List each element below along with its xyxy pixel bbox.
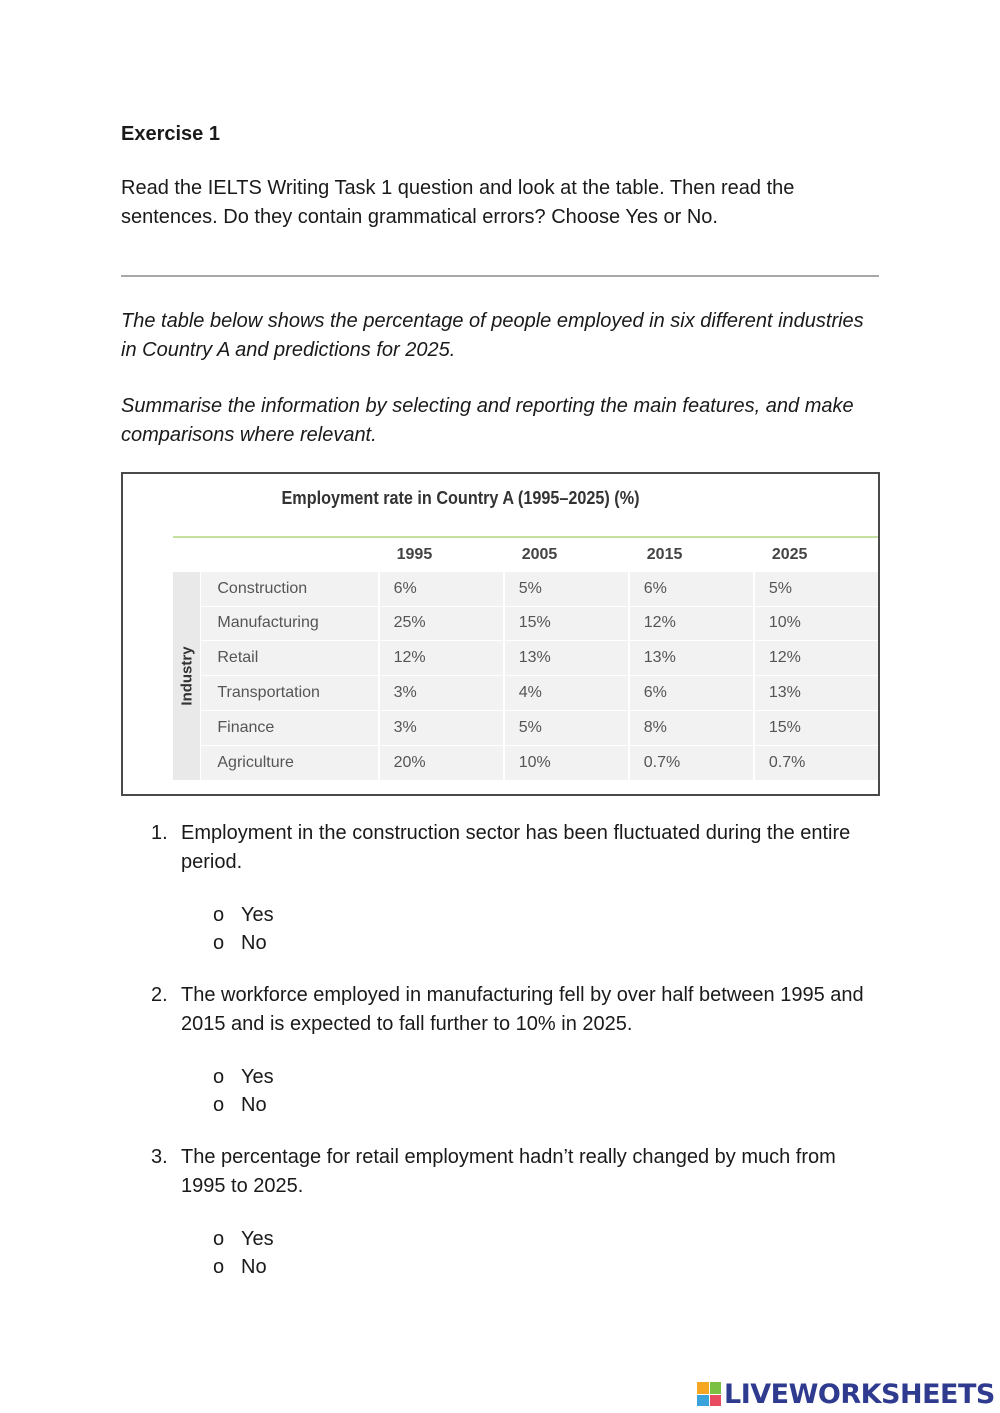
option-label: No — [241, 932, 267, 954]
table-cell: 10% — [754, 606, 878, 641]
radio-bullet-icon[interactable]: o — [213, 904, 225, 926]
column-header: 1995 — [379, 537, 504, 572]
option-no[interactable] — [213, 1253, 267, 1281]
table-cell: 0.7% — [754, 745, 878, 780]
question-3 — [121, 1143, 881, 1200]
table-cell: 10% — [504, 745, 629, 780]
table-cell: 12% — [379, 641, 504, 676]
logo-grid-icon — [697, 1382, 721, 1406]
table-row — [173, 572, 878, 606]
row-label: Transportation — [201, 676, 379, 711]
option-label: Yes — [241, 904, 274, 926]
table-row — [173, 710, 878, 745]
row-label: Retail — [201, 641, 379, 676]
table-row — [173, 676, 878, 711]
header-blank-cell — [173, 537, 379, 572]
table-cell: 3% — [379, 676, 504, 711]
radio-bullet-icon[interactable]: o — [213, 1256, 225, 1278]
option-label: No — [241, 1256, 267, 1278]
question-2 — [121, 981, 881, 1038]
table-cell: 0.7% — [629, 745, 754, 780]
logo-square — [710, 1382, 722, 1394]
column-header: 2005 — [504, 537, 629, 572]
radio-bullet-icon[interactable]: o — [213, 1228, 225, 1250]
exercise-title: Exercise 1 — [121, 123, 220, 145]
logo-square — [697, 1395, 709, 1407]
table-cell: 6% — [629, 572, 754, 606]
option-yes[interactable] — [213, 1063, 274, 1091]
table-cell: 8% — [629, 710, 754, 745]
section-divider — [121, 275, 879, 277]
table-row — [173, 606, 878, 641]
radio-bullet-icon[interactable]: o — [213, 1094, 225, 1116]
radio-bullet-icon[interactable]: o — [213, 932, 225, 954]
option-yes[interactable] — [213, 901, 274, 929]
liveworksheets-logo — [697, 1376, 995, 1412]
row-label: Construction — [201, 572, 379, 606]
table-cell: 13% — [504, 641, 629, 676]
row-label: Finance — [201, 710, 379, 745]
logo-text: LIVEWORKSHEETS — [724, 1378, 995, 1410]
option-label: Yes — [241, 1228, 274, 1250]
table-cell: 13% — [754, 676, 878, 711]
table-cell: 12% — [754, 641, 878, 676]
table-cell: 5% — [504, 710, 629, 745]
table-cell: 15% — [754, 710, 878, 745]
table-cell: 13% — [629, 641, 754, 676]
table-cell: 6% — [629, 676, 754, 711]
question-1 — [121, 819, 881, 876]
table-cell: 25% — [379, 606, 504, 641]
logo-square — [710, 1395, 722, 1407]
option-no[interactable] — [213, 929, 267, 957]
question-text: Employment in the construction sector has been fluctuated during the entire period. — [181, 822, 851, 873]
logo-square — [697, 1382, 709, 1394]
column-header: 2015 — [629, 537, 754, 572]
table-title: Employment rate in Country A (1995–2025) (%) — [281, 488, 640, 508]
row-label: Manufacturing — [201, 606, 379, 641]
option-label: Yes — [241, 1066, 274, 1088]
table-cell: 15% — [504, 606, 629, 641]
table-cell: 12% — [629, 606, 754, 641]
row-label: Agriculture — [201, 745, 379, 780]
table-cell: 6% — [379, 572, 504, 606]
instructions-text: Read the IELTS Writing Task 1 question and look at the table. Then read the sentences. Do they contain grammatical errors? Choose Yes or No. — [121, 177, 795, 228]
option-label: No — [241, 1094, 267, 1116]
question-number: 1. — [151, 822, 168, 844]
table-header-row — [173, 537, 878, 572]
table-row — [173, 641, 878, 676]
task-prompt-2: Summarise the information by selecting and reporting the main features, and make comparisons where relevant. — [121, 395, 854, 446]
task-prompt-1: The table below shows the percentage of people employed in six different industries in Country A and predictions for 2025. — [121, 310, 864, 361]
table-cell: 20% — [379, 745, 504, 780]
question-text: The workforce employed in manufacturing fell by over half between 1995 and 2015 and is expected to fall further to 10% in 2025. — [181, 984, 864, 1035]
option-yes[interactable] — [213, 1225, 274, 1253]
employment-table-figure — [121, 472, 880, 796]
table-cell: 5% — [754, 572, 878, 606]
option-no[interactable] — [213, 1091, 267, 1119]
table-cell: 4% — [504, 676, 629, 711]
column-header: 2025 — [754, 537, 878, 572]
row-group-cell — [173, 572, 201, 780]
row-group-label: Industry — [178, 646, 196, 706]
table-row — [173, 745, 878, 780]
question-number: 2. — [151, 984, 168, 1006]
table-cell: 3% — [379, 710, 504, 745]
radio-bullet-icon[interactable]: o — [213, 1066, 225, 1088]
question-number: 3. — [151, 1146, 168, 1168]
question-text: The percentage for retail employment hadn’t really changed by much from 1995 to 2025. — [181, 1146, 836, 1197]
employment-table — [173, 536, 878, 781]
table-cell: 5% — [504, 572, 629, 606]
